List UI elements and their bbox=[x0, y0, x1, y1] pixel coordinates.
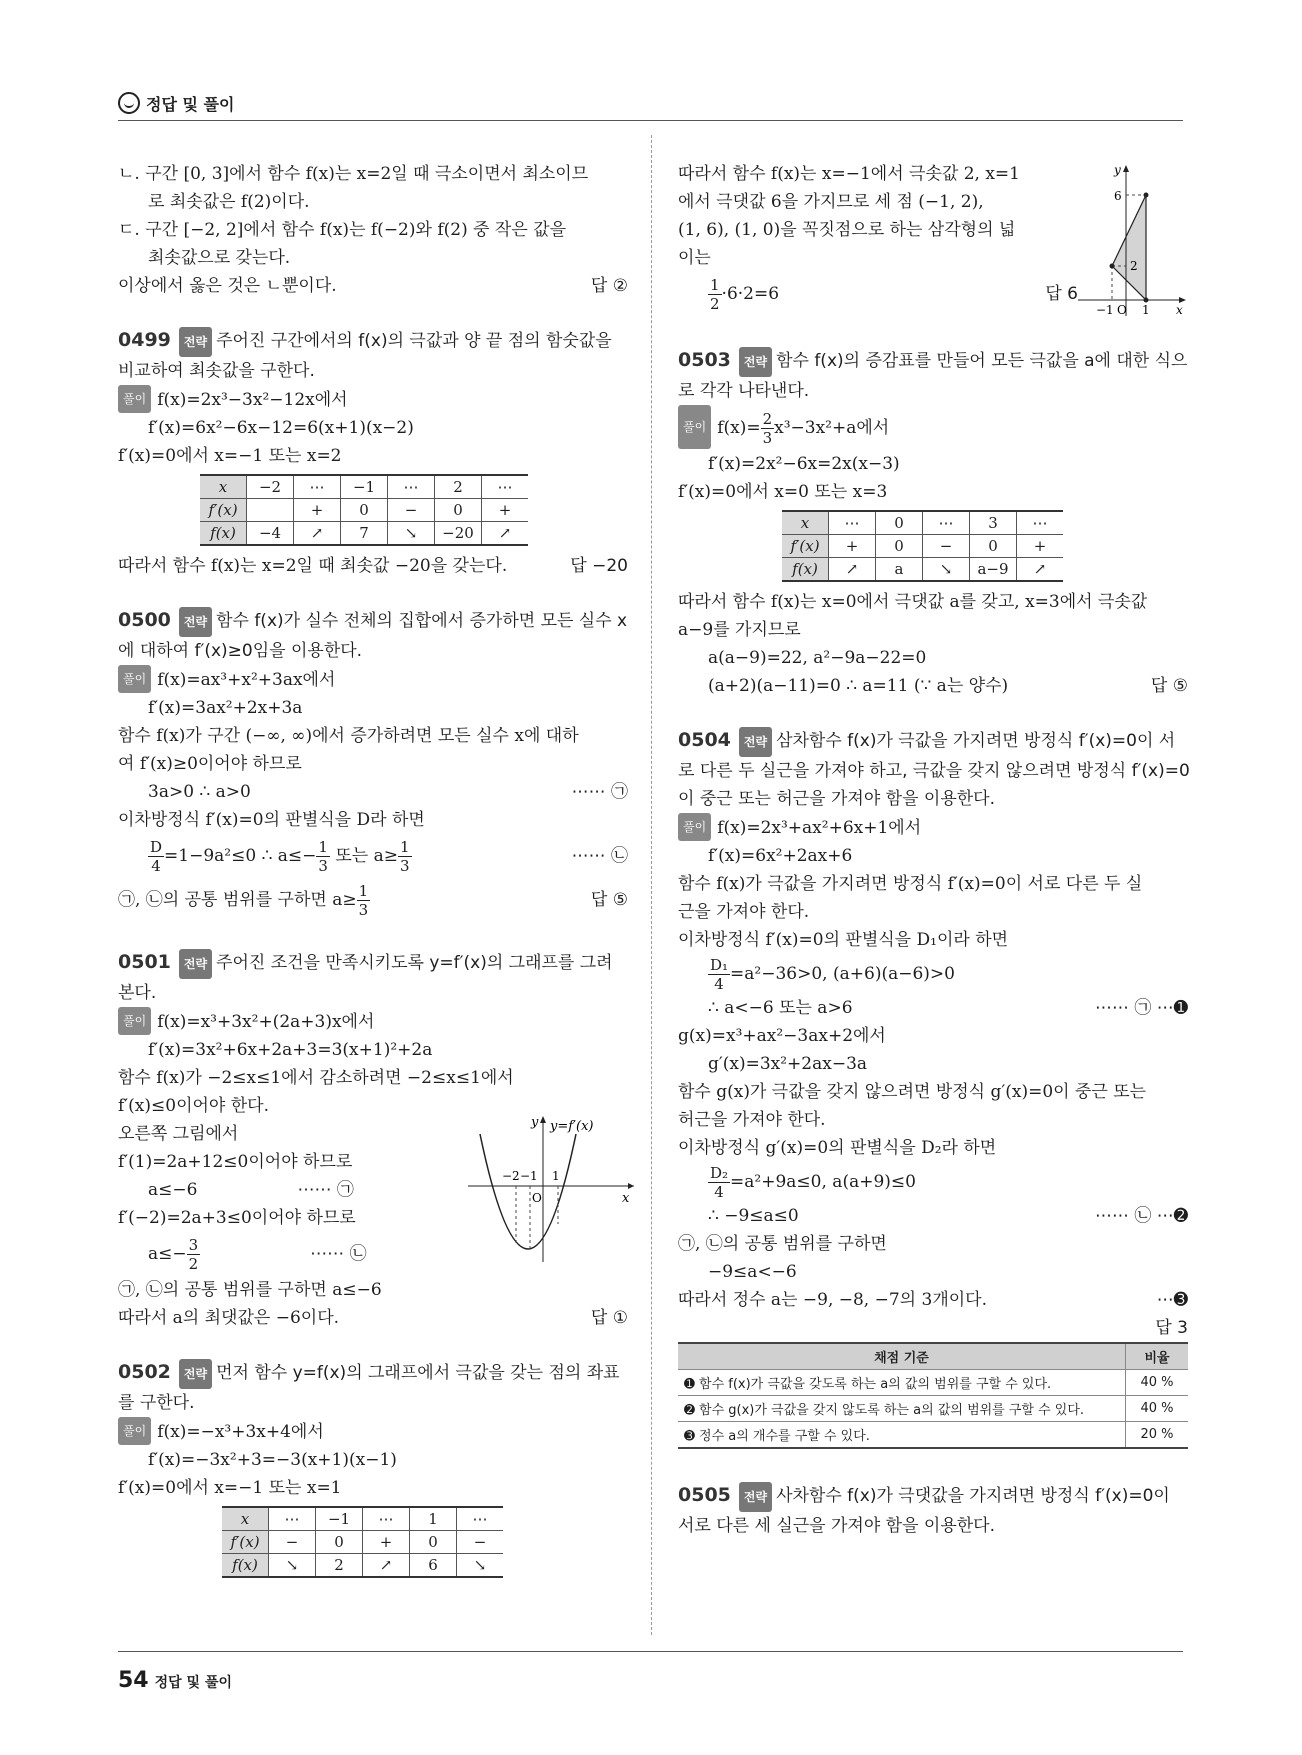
problem-0505-strategy: 0505 전략 사차함수 f(x)가 극댓값을 가지려면 방정식 f′(x)=0이 bbox=[678, 1481, 1188, 1512]
tick-label: −1 bbox=[520, 1169, 538, 1183]
solution-line: 오른쪽 그림에서 bbox=[118, 1124, 239, 1144]
solution-line: f′(x)=6x²+2ax+6 bbox=[708, 846, 853, 866]
solution-line: 이차방정식 f′(x)=0의 판별식을 D₁이라 하면 bbox=[678, 930, 1009, 950]
curve-label: y=f′(x) bbox=[550, 1119, 594, 1134]
answer-mark: 답 ⑤ bbox=[590, 890, 628, 910]
solution-line: f′(x)=0에서 x=−1 또는 x=2 bbox=[118, 446, 342, 466]
strategy-line: 를 구한다. bbox=[118, 1393, 195, 1413]
right-column bbox=[678, 160, 1188, 1540]
prev-line: ㄷ. 구간 [−2, 2]에서 함수 f(x)는 f(−2)와 f(2) 중 작은 값을 bbox=[118, 220, 567, 240]
strategy-line: 에 대하여 f′(x)≥0임을 이용한다. bbox=[118, 641, 363, 661]
increase-decrease-table-0499: x −2 ⋯ −1 ⋯ 2 ⋯ f′(x) + 0 − 0 + f(x) −4 ↗ 7 ↘ −20 ↗ bbox=[200, 474, 528, 546]
grading-header: 채점 기준 bbox=[678, 1343, 1126, 1370]
solution-line: $\frac{D}{4}$ =1−9a²≤0 ∴ a≤− $\frac{1}{3}$ 또는 a≥ $\frac{1}{3}$ ⋯⋯ ㉡ bbox=[150, 838, 628, 875]
grading-row: ➋ 함수 g(x)가 극값을 갖지 않도록 하는 a의 값의 범위를 구할 수 있다. 40 % bbox=[678, 1396, 1188, 1422]
origin-label: O bbox=[532, 1191, 542, 1205]
x-axis-label: x bbox=[1176, 303, 1183, 317]
column-divider bbox=[651, 135, 652, 1635]
strategy-line: 이 중근 또는 허근을 가져야 함을 이용한다. bbox=[678, 789, 996, 809]
solution-line: 함수 f(x)가 −2≤x≤1에서 감소하려면 −2≤x≤1에서 bbox=[118, 1068, 514, 1088]
solution-line: 함수 f(x)가 극값을 가지려면 방정식 f′(x)=0이 서로 다른 두 실 bbox=[678, 874, 1143, 894]
solution-line: 풀이 f(x)=2x³−3x²−12x에서 bbox=[118, 385, 628, 414]
footer-title: 정답 및 풀이 bbox=[154, 1675, 232, 1691]
solution-line: $\frac{\text{D₁}}{4}$ =a²−36>0, (a+6)(a−6)>0 bbox=[710, 956, 955, 993]
solution-line: f′(x)=0에서 x=0 또는 x=3 bbox=[678, 482, 888, 502]
solution-line: 풀이 f(x)=2x³+ax²+6x+1에서 bbox=[678, 813, 1188, 842]
tick-label: 1 bbox=[552, 1169, 560, 1183]
solution-line: a≤−6 ⋯⋯ ㉠ bbox=[148, 1180, 354, 1200]
strategy-line: 비교하여 최솟값을 구한다. bbox=[118, 361, 315, 381]
solution-line: (a+2)(a−11)=0 ∴ a=11 (∵ a는 양수) 답 ⑤ bbox=[678, 672, 1188, 700]
answer-mark: 답 ② bbox=[590, 276, 628, 296]
answer-mark: 답 ① bbox=[590, 1308, 628, 1328]
solution-line: ∴ a<−6 또는 a>6 ⋯⋯ ㉠ ⋯➊ bbox=[708, 998, 1188, 1018]
prev-line: 최솟값으로 갖는다. bbox=[148, 248, 291, 268]
prev-line: 이상에서 옳은 것은 ㄴ뿐이다. 답 ② bbox=[118, 272, 628, 300]
answer-mark: 답 6 bbox=[1045, 284, 1078, 304]
solution-line: 풀이 f(x)= $\frac{2}{3}$ x³−3x²+a에서 bbox=[678, 405, 1188, 450]
solution-line: 이는 bbox=[678, 248, 711, 268]
problem-0503-strategy: 0503 전략 함수 f(x)의 증감표를 만들어 모든 극값을 a에 대한 식으 bbox=[678, 346, 1188, 377]
solution-line: 따라서 정수 a는 −9, −8, −7의 3개이다. ⋯➌ bbox=[678, 1290, 1188, 1310]
tick-label: 6 bbox=[1114, 189, 1122, 203]
problem-0500-strategy: 0500 전략 함수 f(x)가 실수 전체의 집합에서 증가하면 모든 실수 x bbox=[118, 606, 628, 637]
solution-line: f′(x)≤0이어야 한다. bbox=[118, 1096, 269, 1116]
smiley-logo-icon bbox=[118, 92, 140, 114]
solution-line: 풀이 f(x)=ax³+x²+3ax에서 bbox=[118, 665, 628, 694]
grading-row: ➌ 정수 a의 개수를 구할 수 있다. 20 % bbox=[678, 1422, 1188, 1449]
prev-line: ㄴ. 구간 [0, 3]에서 함수 f(x)는 x=2일 때 극소이면서 최소이므 bbox=[118, 164, 589, 184]
tick-label: −2 bbox=[502, 1169, 520, 1183]
x-axis-label: x bbox=[622, 1191, 630, 1206]
grading-row: ➊ 함수 f(x)가 극값을 갖도록 하는 a의 값의 범위를 구할 수 있다. 40 % bbox=[678, 1370, 1188, 1396]
solution-line: a−9를 가지므로 bbox=[678, 620, 801, 640]
solution-line: a(a−9)=22, a²−9a−22=0 bbox=[708, 648, 927, 668]
problem-0504-strategy: 0504 전략 삼차함수 f(x)가 극값을 가지려면 방정식 f′(x)=0이 서 bbox=[678, 726, 1188, 757]
derivative-parabola-graph bbox=[468, 1114, 638, 1264]
left-column bbox=[118, 160, 628, 1584]
origin-label: O bbox=[1117, 303, 1127, 317]
grading-header: 비율 bbox=[1126, 1343, 1189, 1370]
solution-line: $\frac{\text{D₂}}{4}$ =a²+9a≤0, a(a+9)≤0 bbox=[710, 1164, 916, 1201]
strategy-line: 로 다른 두 실근을 가져야 하고, 극값을 갖지 않으려면 방정식 f′(x)=0 bbox=[678, 761, 1190, 781]
solution-line: f′(x)=2x²−6x=2x(x−3) bbox=[708, 454, 900, 474]
solution-line: f′(x)=6x²−6x−12=6(x+1)(x−2) bbox=[148, 418, 414, 438]
problem-0502-strategy: 0502 전략 먼저 함수 y=f(x)의 그래프에서 극값을 갖는 점의 좌표 bbox=[118, 1358, 628, 1389]
triangle-area-graph bbox=[1076, 160, 1188, 320]
y-axis-label: y bbox=[1114, 163, 1121, 177]
solution-line: 풀이 f(x)=−x³+3x+4에서 bbox=[118, 1417, 628, 1446]
solution-line: f′(x)=−3x²+3=−3(x+1)(x−1) bbox=[148, 1450, 397, 1470]
solution-line: 따라서 함수 f(x)는 x=2일 때 최솟값 −20을 갖는다. 답 −20 bbox=[118, 552, 628, 580]
answer-mark: 답 ⑤ bbox=[1150, 676, 1188, 696]
solution-line: −9≤a<−6 bbox=[708, 1262, 797, 1282]
solution-line: 허근을 가져야 한다. bbox=[678, 1110, 826, 1130]
solution-line: 근을 가져야 한다. bbox=[678, 902, 810, 922]
strategy-line: 본다. bbox=[118, 983, 157, 1003]
solution-line: f′(1)=2a+12≤0이어야 하므로 bbox=[118, 1152, 353, 1172]
page-header bbox=[118, 92, 1183, 120]
solution-line: f′(x)=3x²+6x+2a+3=3(x+1)²+2a bbox=[148, 1040, 433, 1060]
answer-mark: 답 3 bbox=[1155, 1318, 1188, 1338]
prev-line: 로 최솟값은 f(2)이다. bbox=[148, 192, 310, 212]
solution-line: g(x)=x³+ax²−3ax+2에서 bbox=[678, 1026, 886, 1046]
solution-line: ㉠, ㉡의 공통 범위를 구하면 a≥ $\frac{1}{3}$ 답 ⑤ bbox=[118, 878, 628, 922]
solution-line: 에서 극댓값 6을 가지므로 세 점 (−1, 2), bbox=[678, 192, 984, 212]
solution-line: f′(x)=3ax²+2x+3a bbox=[148, 698, 303, 718]
solution-line: 함수 g(x)가 극값을 갖지 않으려면 방정식 g′(x)=0이 중근 또는 bbox=[678, 1082, 1147, 1102]
solution-line: (1, 6), (1, 0)을 꼭짓점으로 하는 삼각형의 넓 bbox=[678, 220, 1016, 240]
solution-line: ㉠, ㉡의 공통 범위를 구하면 bbox=[678, 1234, 887, 1254]
problem-0499-strategy: 0499 전략 주어진 구간에서의 f(x)의 극값과 양 끝 점의 함숫값을 bbox=[118, 326, 628, 357]
solution-line: ∴ −9≤a≤0 ⋯⋯ ㉡ ⋯➋ bbox=[708, 1206, 1188, 1226]
solution-line: 여 f′(x)≥0이어야 하므로 bbox=[118, 754, 302, 774]
solution-line: 따라서 함수 f(x)는 x=−1에서 극솟값 2, x=1 bbox=[678, 164, 1020, 184]
tick-label: 1 bbox=[1142, 303, 1150, 317]
grading-criteria-table bbox=[678, 1342, 1188, 1449]
increase-decrease-table-0503: x ⋯ 0 ⋯ 3 ⋯ f′(x) + 0 − 0 + f(x) ↗ a ↘ a−9 ↗ bbox=[782, 510, 1063, 582]
tick-label: 2 bbox=[1130, 259, 1138, 273]
solution-line: 풀이 f(x)=x³+3x²+(2a+3)x에서 bbox=[118, 1007, 628, 1036]
page-footer bbox=[118, 1668, 232, 1693]
footer-rule bbox=[118, 1651, 1183, 1652]
solution-line: f′(−2)=2a+3≤0이어야 하므로 bbox=[118, 1208, 356, 1228]
header-rule bbox=[118, 120, 1183, 121]
answer-mark: 답 −20 bbox=[570, 556, 628, 576]
solution-line: 함수 f(x)가 구간 (−∞, ∞)에서 증가하려면 모든 실수 x에 대하 bbox=[118, 726, 579, 746]
y-axis-label: y bbox=[531, 1115, 539, 1130]
solution-line: g′(x)=3x²+2ax−3a bbox=[708, 1054, 868, 1074]
solution-line: 이차방정식 f′(x)=0의 판별식을 D라 하면 bbox=[118, 810, 425, 830]
page-number: 54 bbox=[118, 1668, 149, 1693]
problem-0501-strategy: 0501 전략 주어진 조건을 만족시키도록 y=f′(x)의 그래프를 그려 bbox=[118, 948, 628, 979]
solution-line: $\frac{1}{2}$ ·6·2=6 답 6 bbox=[678, 272, 1078, 316]
solution-line: 따라서 함수 f(x)는 x=0에서 극댓값 a를 갖고, x=3에서 극솟값 bbox=[678, 592, 1148, 612]
tick-label: −1 bbox=[1096, 303, 1114, 317]
solution-line: a≤− $\frac{3}{2}$ ⋯⋯ ㉡ bbox=[148, 1236, 367, 1273]
strategy-line: 로 각각 나타낸다. bbox=[678, 381, 810, 401]
solution-line: 따라서 a의 최댓값은 −6이다. 답 ① bbox=[118, 1304, 628, 1332]
solution-line: 이차방정식 g′(x)=0의 판별식을 D₂라 하면 bbox=[678, 1138, 997, 1158]
solution-line: f′(x)=0에서 x=−1 또는 x=1 bbox=[118, 1478, 342, 1498]
increase-decrease-table-0502: x ⋯ −1 ⋯ 1 ⋯ f′(x) − 0 + 0 − f(x) ↘ 2 ↗ 6 ↘ bbox=[222, 1506, 503, 1578]
header-title: 정답 및 풀이 bbox=[146, 95, 235, 114]
solution-line: 3a>0 ∴ a>0 ⋯⋯ ㉠ bbox=[148, 782, 628, 802]
solution-line: ㉠, ㉡의 공통 범위를 구하면 a≤−6 bbox=[118, 1280, 382, 1300]
strategy-line: 서로 다른 세 실근을 가져야 함을 이용한다. bbox=[678, 1516, 996, 1536]
